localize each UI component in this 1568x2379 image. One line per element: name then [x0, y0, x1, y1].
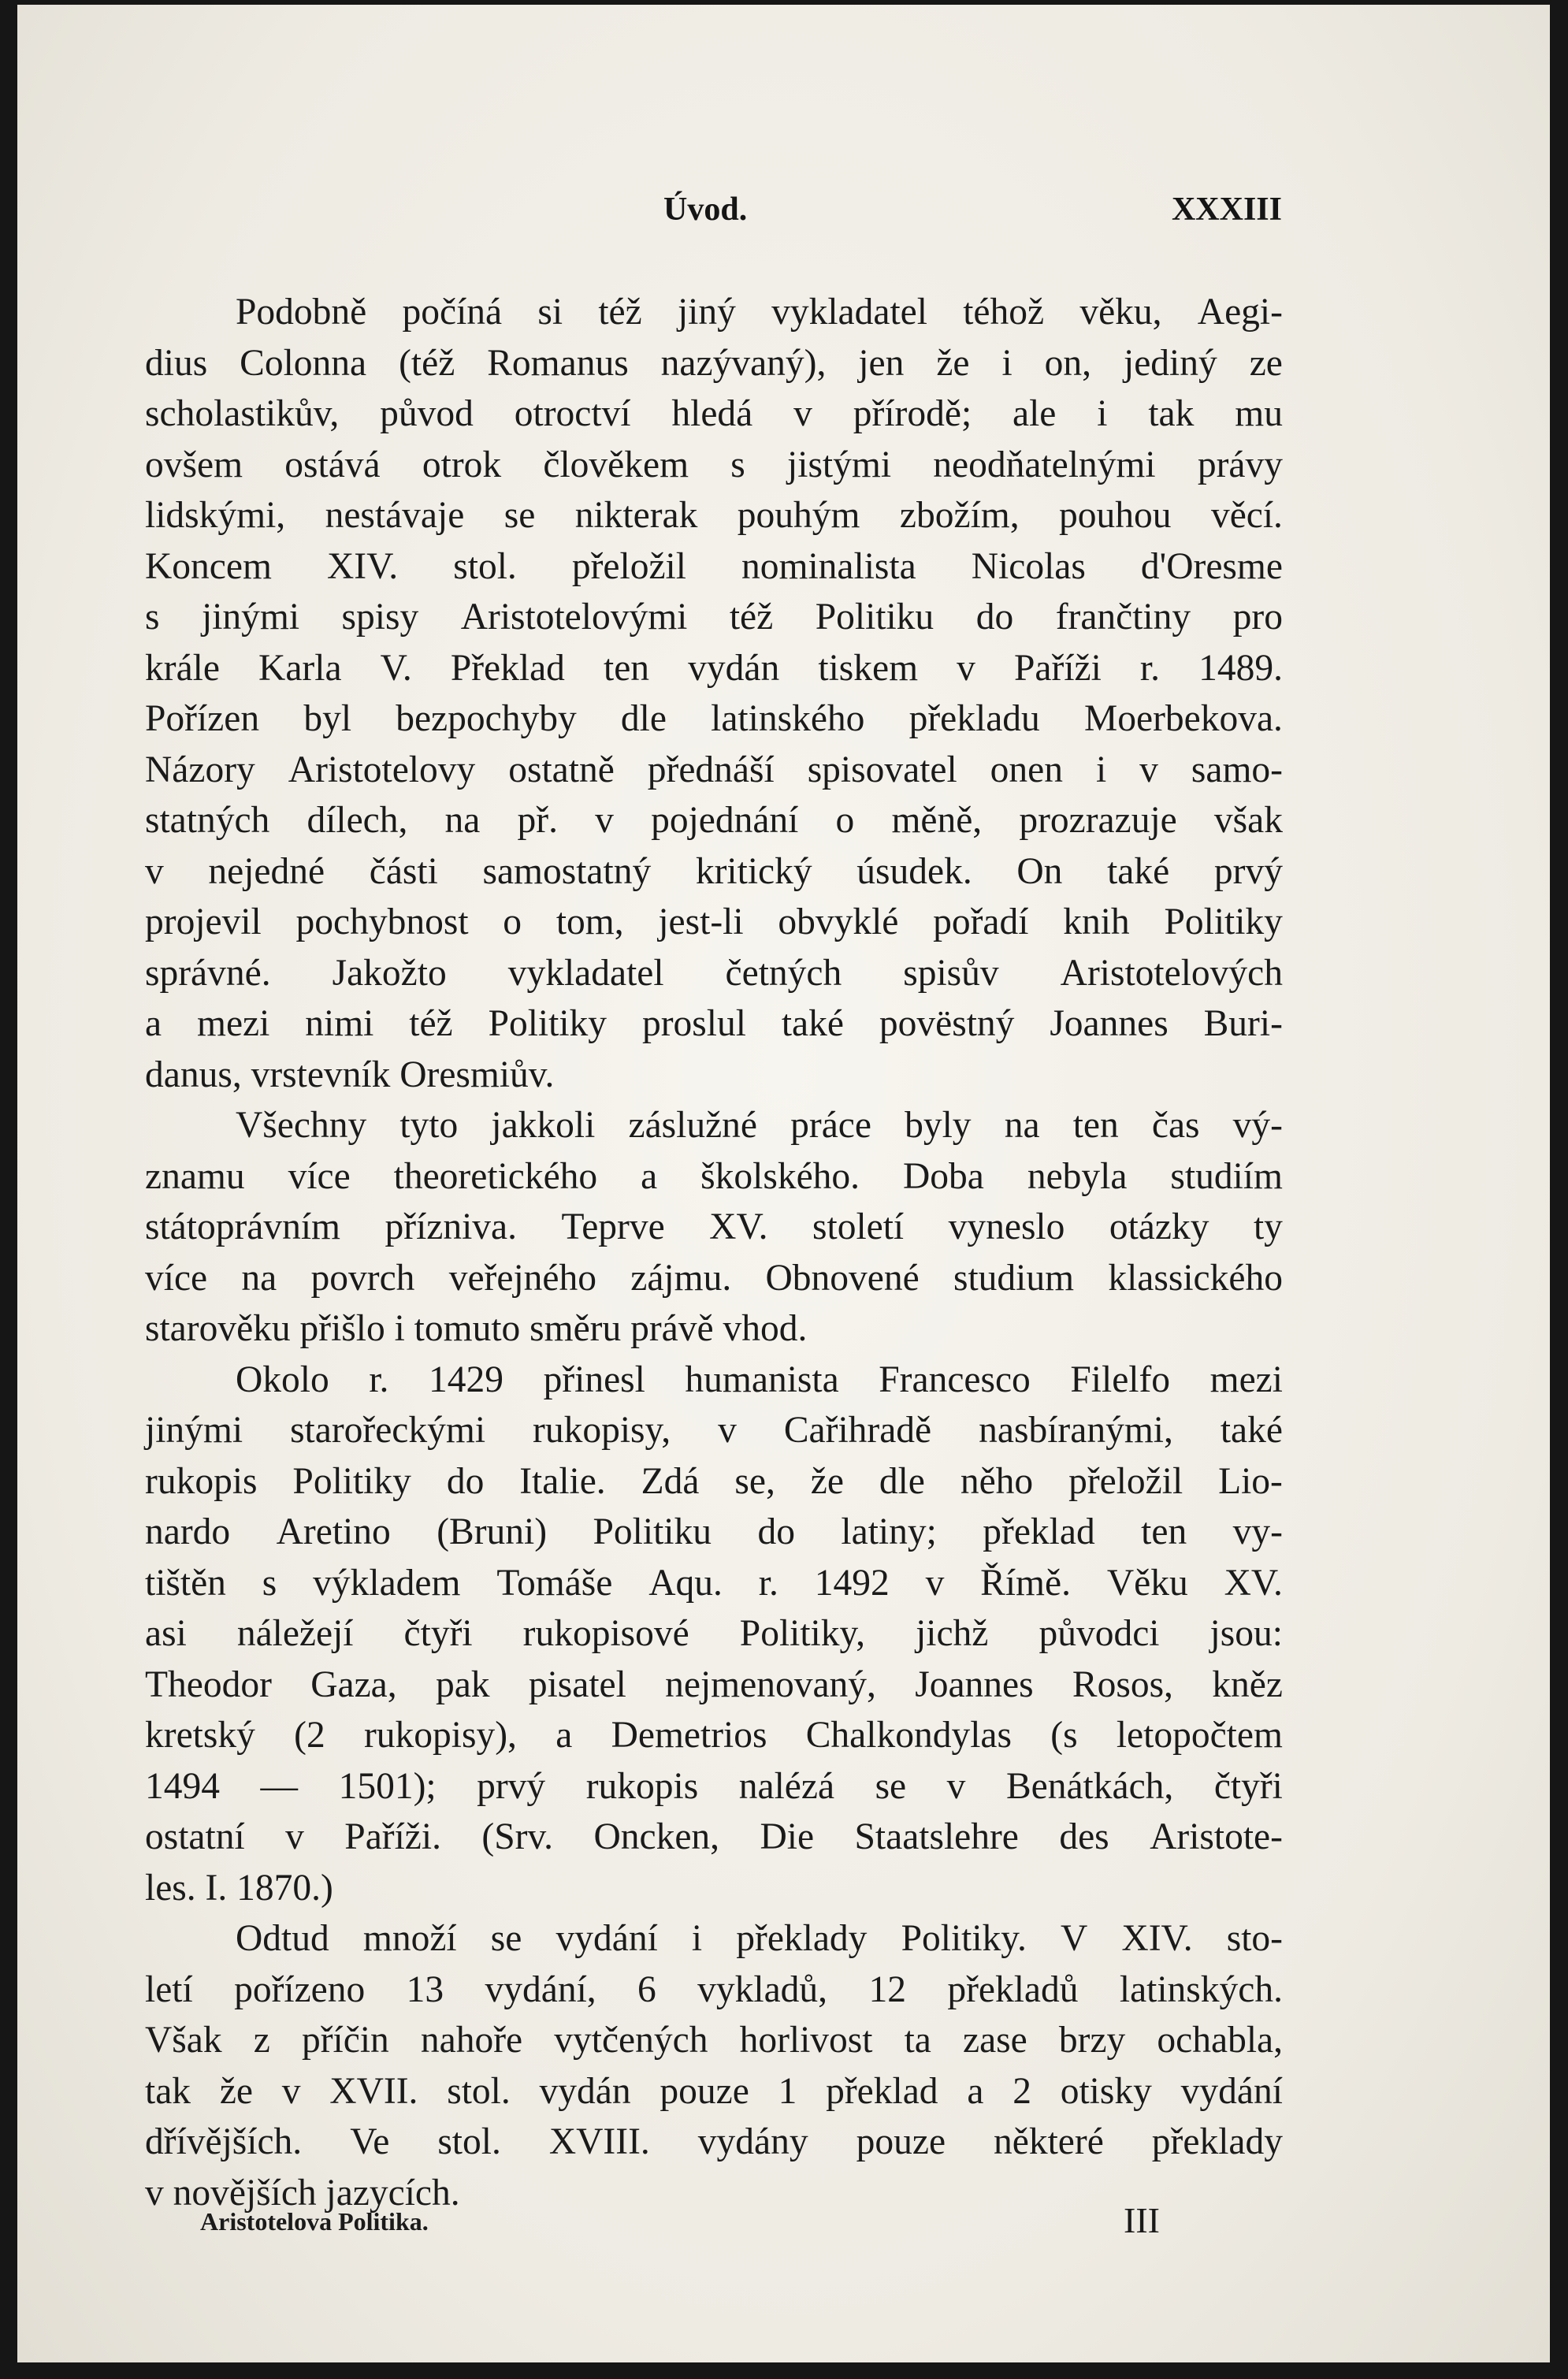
body-text: [145, 287, 1283, 2218]
text-line: les. I. 1870.): [145, 1867, 333, 1909]
text-line: Podobně počíná si též jiný vykladatel téhož věku, Aegi-: [236, 292, 1283, 333]
text-line: Všechny tyto jakkoli záslužné práce byly na ten čas vý-: [236, 1105, 1283, 1146]
text-line: a mezi nimi též Politiky proslul také povëstný Joannes Buri-: [145, 1003, 1283, 1044]
text-line: ostatní v Paříži. (Srv. Oncken, Die Staatslehre des Aristote-: [145, 1816, 1283, 1857]
book-page: [17, 5, 1550, 2362]
signature-title: Aristotelova Politika.: [200, 2207, 429, 2236]
signature-mark: III: [1124, 2200, 1160, 2240]
text-line: v novějších jazycích.: [145, 2172, 460, 2214]
text-line: státoprávním přízniva. Teprve XV. století vyneslo otázky ty: [145, 1206, 1283, 1247]
text-line: nardo Aretino (Bruni) Politiku do latiny; překlad ten vy-: [145, 1511, 1283, 1552]
text-line: dius Colonna (též Romanus nazývaný), jen že i on, jediný ze: [145, 342, 1283, 384]
text-line: starověku přišlo i tomuto směru právě vhod.: [145, 1308, 808, 1349]
text-line: tištěn s výkladem Tomáše Aqu. r. 1492 v Římě. Věku XV.: [145, 1562, 1283, 1604]
text-line: v nejedné části samostatný kritický úsudek. On také prvý: [145, 850, 1283, 892]
paragraph: [145, 1913, 1283, 2218]
text-line: krále Karla V. Překlad ten vydán tiskem v Paříži r. 1489.: [145, 647, 1283, 689]
paragraph: [145, 1355, 1283, 1914]
text-line: statných dílech, na př. v pojednání o měně, prozrazuje však: [145, 800, 1283, 841]
paragraph: [145, 287, 1283, 1100]
text-line: 1494 — 1501); prvý rukopis nalézá se v Benátkách, čtyři: [145, 1765, 1283, 1807]
text-line: Okolo r. 1429 přinesl humanista Francesco Filelfo mezi: [236, 1359, 1283, 1400]
text-line: tak že v XVII. stol. vydán pouze 1 překlad a 2 otisky vydání: [145, 2070, 1283, 2112]
text-line: s jinými spisy Aristotelovými též Politiku do frančtiny pro: [145, 597, 1283, 637]
text-line: ovšem ostává otrok člověkem s jistými neodňatelnými právy: [145, 444, 1283, 485]
running-title: Úvod.: [663, 191, 748, 228]
text-line: Názory Aristotelovy ostatně přednáší spisovatel onen i v samo-: [145, 749, 1283, 790]
text-line: správné. Jakožto vykladatel četných spisův Aristotelových: [145, 952, 1283, 994]
text-line: Odtud množí se vydání i překlady Politiky. V XIV. sto-: [236, 1918, 1283, 1959]
text-line: znamu více theoretického a školského. Doba nebyla studiím: [145, 1155, 1283, 1197]
text-line: jinými starořeckými rukopisy, v Cařihradě nasbíranými, také: [145, 1410, 1283, 1451]
text-line: asi náležejí čtyři rukopisové Politiky, jichž původci jsou:: [145, 1613, 1283, 1654]
text-line: kretský (2 rukopisy), a Demetrios Chalkondylas (s letopočtem: [145, 1715, 1283, 1756]
text-line: scholastikův, původ otroctví hledá v přírodě; ale i tak mu: [145, 393, 1283, 434]
page-header: [143, 191, 1282, 238]
paragraph: [145, 1100, 1283, 1355]
page-number: XXXIII: [1171, 191, 1282, 228]
text-line: lidskými, nestávaje se nikterak pouhým zbožím, pouhou věcí.: [145, 495, 1283, 536]
text-line: Pořízen byl bezpochyby dle latinského překladu Moerbekova.: [145, 698, 1283, 739]
text-line: danus, vrstevník Oresmiův.: [145, 1054, 555, 1095]
text-line: Však z příčin nahoře vytčených horlivost ta zase brzy ochabla,: [145, 2020, 1283, 2061]
text-line: rukopis Politiky do Italie. Zdá se, že dle něho přeložil Lio-: [145, 1460, 1283, 1502]
text-line: projevil pochybnost o tom, jest-li obvyklé pořadí knih Politiky: [145, 901, 1283, 942]
text-line: Koncem XIV. stol. přeložil nominalista Nicolas d'Oresme: [145, 545, 1283, 587]
text-line: Theodor Gaza, pak pisatel nejmenovaný, Joannes Rosos, kněz: [145, 1663, 1283, 1705]
text-line: dřívějších. Ve stol. XVIII. vydány pouze některé překlady: [145, 2121, 1283, 2162]
page-footer: [175, 2199, 1199, 2247]
text-line: více na povrch veřejného zájmu. Obnovené studium klassického: [145, 1257, 1283, 1299]
text-line: letí pořízeno 13 vydání, 6 vykladů, 12 překladů latinských.: [145, 1968, 1283, 2010]
